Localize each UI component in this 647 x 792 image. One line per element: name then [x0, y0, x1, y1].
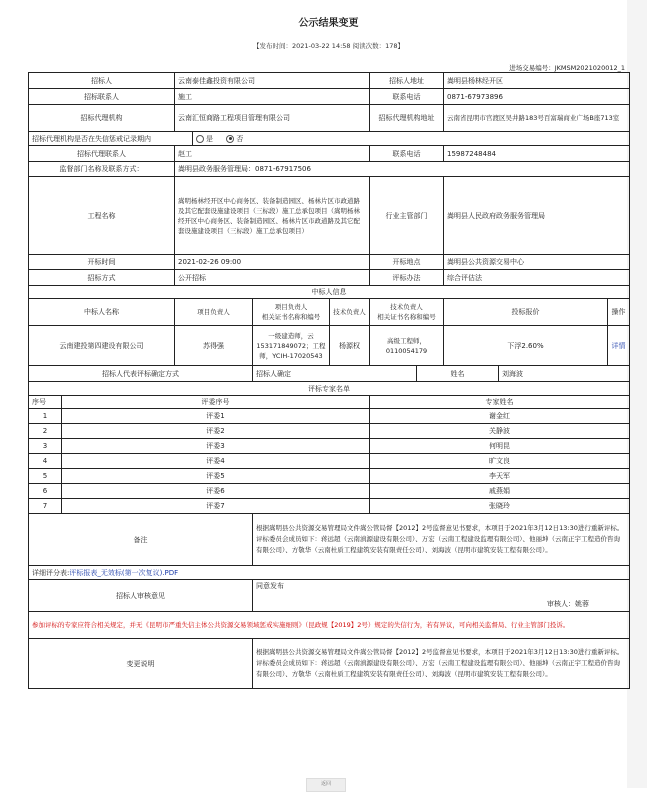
phone-label: 联系电话: [370, 89, 444, 105]
agency-phone-value: 15987248484: [444, 146, 630, 162]
publish-meta: 【发布时间：2021-03-22 14:58 阅读次数：178】: [252, 42, 405, 50]
expert-name: 李天军: [370, 469, 630, 484]
agency-label: 招标代理机构: [29, 105, 175, 132]
expert-name: 关静波: [370, 424, 630, 439]
change-text: 根据嵩明县公共资源交易管理局文件嵩公管局督【2012】2号监督意见书要求，本项目于2021年3月12日13:30进行重新评标。评标委员会成员如下：蒋远超（云南滇源建设有限公司）、万宏（云南工程建设监理有限公司）、他丽坤（云南正宇工程造价咨询有限公司）、方敬华（云南杜质工程建筑安装有限责任公司）、刘海波（昆明市建筑安装工程有限公司）。: [253, 639, 630, 689]
radio-no-label: 否: [236, 134, 244, 143]
expert-index: 4: [29, 454, 62, 469]
project-name-value: 嵩明杨林经开区中心商务区、装备制造园区、杨林片区市政道路及其它配套设施建设项目（三标段）施工总承包项目（嵩明杨林经开区中心商务区、装备制造园区、杨林片区市政道路及其它配套设施建设项目（三标段）施工总承包项目）: [175, 177, 370, 255]
expert-row: [29, 499, 630, 514]
expert-judge: 评委1: [62, 409, 370, 424]
winner-pm-cert: 一级建造师，云153171849072；工程师，YCIH-17020543: [253, 326, 330, 366]
bid-method-label: 招标方式: [29, 270, 175, 286]
expert-index: 5: [29, 469, 62, 484]
winner-detail-link[interactable]: 详情: [608, 326, 630, 366]
winner-header-price: 投标报价: [444, 299, 608, 326]
contact-value: 施工: [175, 89, 370, 105]
winner-row: [29, 326, 630, 366]
open-time-value: 2021-02-26 09:00: [175, 255, 370, 270]
rep-method-value: 招标人确定: [253, 366, 417, 382]
tenderer-value: 云南泰佳鑫投资有限公司: [175, 73, 370, 89]
expert-index: 6: [29, 484, 62, 499]
agency-contact-label: 招标代理联系人: [29, 146, 175, 162]
winner-pm: 苏得强: [175, 326, 253, 366]
expert-judge: 评委5: [62, 469, 370, 484]
winner-header-action: 操作: [608, 299, 630, 326]
agency-credit-options: [193, 132, 630, 146]
expert-row: [29, 409, 630, 424]
contact-label: 招标联系人: [29, 89, 175, 105]
eval-method-label: 评标办法: [370, 270, 444, 286]
radio-yes-label: 是: [206, 134, 213, 143]
project-name-label: 工程名称: [29, 177, 175, 255]
winner-tech: 杨源权: [330, 326, 370, 366]
tenderer-address-value: 嵩明县杨林经开区: [444, 73, 630, 89]
winner-section-title: 中标人信息: [29, 286, 630, 299]
experts-section-title: 评标专家名单: [29, 382, 630, 396]
phone-value: 0871-67973896: [444, 89, 630, 105]
open-time-label: 开标时间: [29, 255, 175, 270]
remark-label: 备注: [29, 514, 253, 566]
page-title: 公示结果变更: [298, 18, 359, 29]
winner-header-pm: 项目负责人: [175, 299, 253, 326]
agency-address-label: 招标代理机构地址: [370, 105, 444, 132]
winner-tech-cert: 高级工程师，0110054179: [370, 326, 444, 366]
expert-row: [29, 469, 630, 484]
notice-page: [28, 0, 629, 689]
rep-name-label: 姓名: [417, 366, 499, 382]
info-table: [28, 72, 630, 689]
expert-row: [29, 454, 630, 469]
agency-credit-label: 招标代理机构是否在失信惩戒记录期内: [29, 132, 193, 146]
score-report-prefix: 详细评分表:: [32, 568, 70, 577]
expert-name: 何明昆: [370, 439, 630, 454]
expert-name: 戚燕娟: [370, 484, 630, 499]
tenderer-label: 招标人: [29, 73, 175, 89]
experts-header-index: 序号: [29, 396, 62, 409]
score-report-row: [29, 566, 630, 580]
winner-price: 下浮2.60%: [444, 326, 608, 366]
winner-header-name: 中标人名称: [29, 299, 175, 326]
eval-method-value: 综合评估法: [444, 270, 630, 286]
rep-name-value: 刘海波: [499, 366, 630, 382]
winner-header-tech: 技术负责人: [330, 299, 370, 326]
winner-header-pm-cert: 项目负责人 相关证书名称和编号: [253, 299, 330, 326]
bid-method-value: 公开招标: [175, 270, 370, 286]
expert-name: 旷文良: [370, 454, 630, 469]
expert-name: 谢金红: [370, 409, 630, 424]
back-button[interactable]: 返回: [306, 778, 346, 792]
open-place-label: 开标地点: [370, 255, 444, 270]
expert-row: [29, 439, 630, 454]
winner-header-tech-cert: 技术负责人 相关证书名称和编号: [370, 299, 444, 326]
reviewer: 审核人：姚蓉: [547, 600, 589, 608]
expert-row: [29, 484, 630, 499]
expert-judge: 评委3: [62, 439, 370, 454]
expert-judge: 评委7: [62, 499, 370, 514]
change-label: 变更说明: [29, 639, 253, 689]
expert-index: 3: [29, 439, 62, 454]
agency-phone-label: 联系电话: [370, 146, 444, 162]
rep-method-label: 招标人代表评标确定方式: [29, 366, 253, 382]
transaction-number: 进场交易编号：JKMSM2021020012_1: [509, 64, 625, 72]
page-scrollbar[interactable]: [627, 0, 647, 788]
review-value: 同意发布: [256, 582, 284, 590]
open-place-value: 嵩明县公共资源交易中心: [444, 255, 630, 270]
industry-dept-value: 嵩明县人民政府政务服务管理局: [444, 177, 630, 255]
expert-row: [29, 424, 630, 439]
winner-name: 云南建投第四建设有限公司: [29, 326, 175, 366]
remark-text: 根据嵩明县公共资源交易管理局文件嵩公管局督【2012】2号监督意见书要求，本项目于2021年3月12日13:30进行重新评标。评标委员会成员如下：蒋远超（云南滇源建设有限公司）、万宏（云南工程建设监理有限公司）、他丽坤（云南正宇工程造价咨询有限公司）、方敬华（云南杜质工程建筑安装有限责任公司）、刘海波（昆明市建筑安装工程有限公司）。: [253, 514, 630, 566]
radio-yes[interactable]: [196, 135, 204, 143]
supervisor-label: 监督部门名称及联系方式：: [29, 162, 175, 177]
warning-notice: 参加评标的专家应符合相关规定，并无《昆明市严重失信主体公共资源交易领域惩戒实施细则》（昆政规【2019】2号）规定的失信行为，若有异议，可向相关监督局、行业主管部门投诉。: [29, 612, 630, 639]
tenderer-address-label: 招标人地址: [370, 73, 444, 89]
expert-index: 1: [29, 409, 62, 424]
expert-name: 张晓玲: [370, 499, 630, 514]
experts-header-judge: 评委序号: [62, 396, 370, 409]
agency-value: 云南汇恒商路工程项目管理有限公司: [175, 105, 370, 132]
supervisor-value: 嵩明县政务服务管理局：0871-67917506: [175, 162, 630, 177]
agency-contact-value: 赵工: [175, 146, 370, 162]
expert-judge: 评委2: [62, 424, 370, 439]
industry-dept-label: 行业主管部门: [370, 177, 444, 255]
review-label: 招标人审核意见: [29, 580, 253, 612]
score-report-link[interactable]: 评标报表_无效标(第一次复议).PDF: [69, 568, 179, 577]
experts-header-name: 专家姓名: [370, 396, 630, 409]
radio-no[interactable]: [226, 135, 234, 143]
agency-address-value: 云南省昆明市官渡区吴井路183号百富瑞商业广场B座713室: [444, 105, 630, 132]
expert-index: 7: [29, 499, 62, 514]
expert-judge: 评委6: [62, 484, 370, 499]
review-cell: [253, 580, 630, 612]
expert-index: 2: [29, 424, 62, 439]
expert-judge: 评委4: [62, 454, 370, 469]
